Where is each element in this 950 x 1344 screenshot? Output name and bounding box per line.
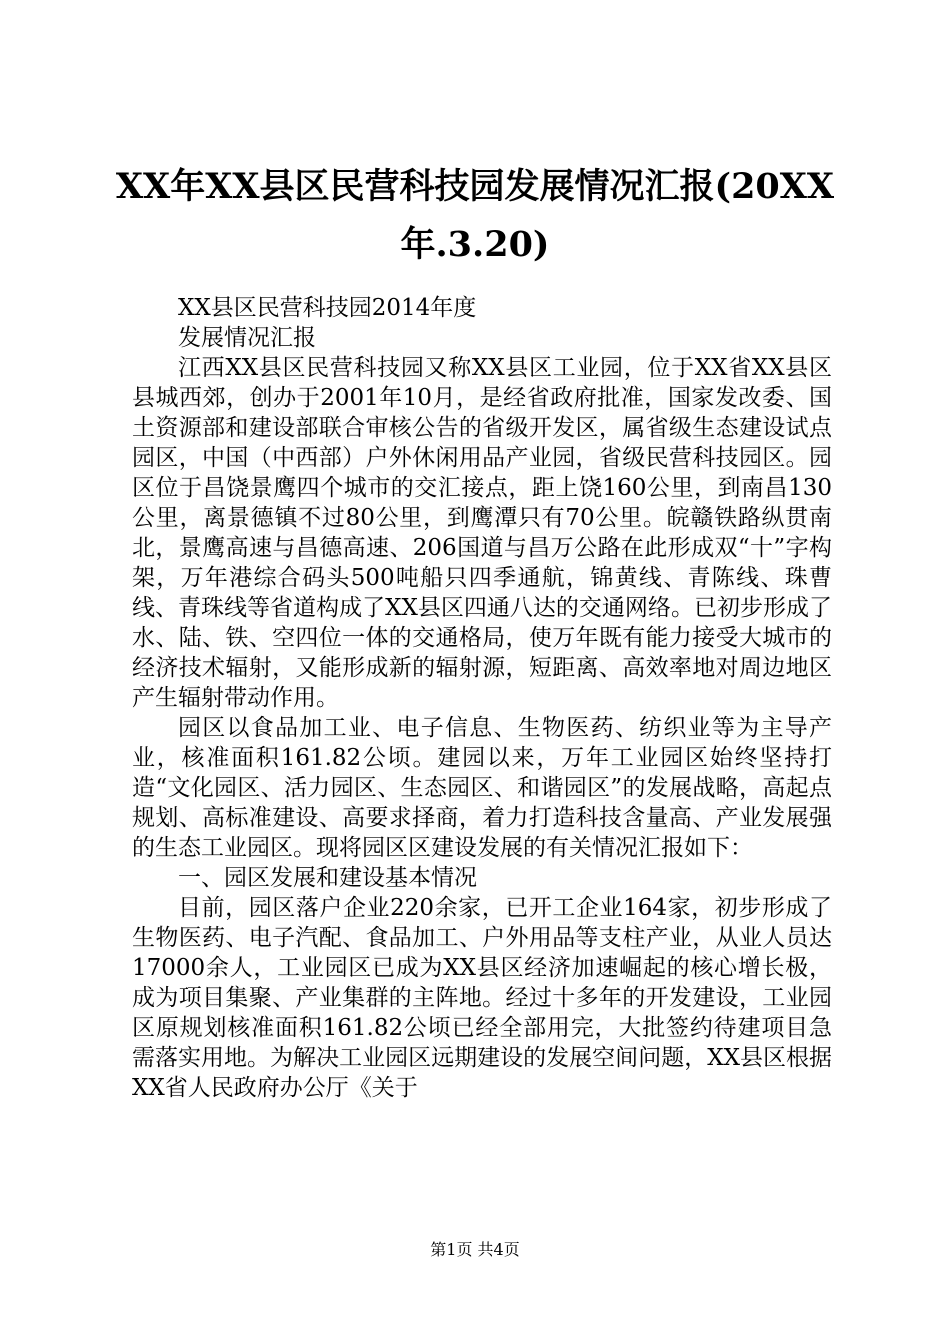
document-title-line-2: 年.3.20) — [400, 224, 550, 265]
section-heading: 一、园区发展和建设基本情况 — [178, 865, 477, 891]
paragraph-industries: 园区以食品加工业、电子信息、生物医药、纺织业等为主导产业，核准面积161.82公顷。建园以来，万年工业园区始终坚持打造“文化园区、活力园区、生态园区、和谐园区”的发展战略，高起点规划、高标准建设、高要求择商，着力打造科技含量高、产业发展强的生态工业园区。现将园区区建设发展的有关情况汇报如下： — [132, 715, 832, 861]
paragraph-current-status: 目前，园区落户企业220余家，已开工企业164家，初步形成了生物医药、电子汽配、食品加工、户外用品等支柱产业，从业人员达17000余人，工业园区已成为XX县区经济加速崛起的核心增长极，成为项目集聚、产业集群的主阵地。经过十多年的开发建设，工业园区原规划核准面积161.82公顷已经全部用完，大批签约待建项目急需落实用地。为解决工业园区远期建设的发展空间问题，XX县区根据XX省人民政府办公厅《关于 — [132, 895, 832, 1101]
subtitle-line-1: XX县区民营科技园2014年度 — [178, 295, 477, 321]
subtitle-line-2: 发展情况汇报 — [178, 325, 316, 351]
document-title-line-1: XX年XX县区民营科技园发展情况汇报(20XX — [115, 166, 835, 207]
page-footer: 第1页 共4页 — [430, 1240, 520, 1259]
paragraph-intro: 江西XX县区民营科技园又称XX县区工业园，位于XX省XX县区县城西郊，创办于2001年10月，是经省政府批准，国家发改委、国土资源部和建设部联合审核公告的省级开发区，属省级生态建设试点园区，中国（中西部）户外休闲用品产业园，省级民营科技园区。园区位于昌饶景鹰四个城市的交汇接点，距上饶160公里，到南昌130公里，离景德镇不过80公里，到鹰潭只有70公里。皖赣铁路纵贯南北，景鹰高速与昌德高速、206国道与昌万公路在此形成双“十”字构架，万年港综合码头500吨船只四季通航，锦黄线、青陈线、珠曹线、青珠线等省道构成了XX县区四通八达的交通网络。已初步形成了水、陆、铁、空四位一体的交通格局，使万年既有能力接受大城市的经济技术辐射，又能形成新的辐射源，短距离、高效率地对周边地区产生辐射带动作用。 — [132, 355, 832, 711]
document-body — [132, 293, 832, 1103]
